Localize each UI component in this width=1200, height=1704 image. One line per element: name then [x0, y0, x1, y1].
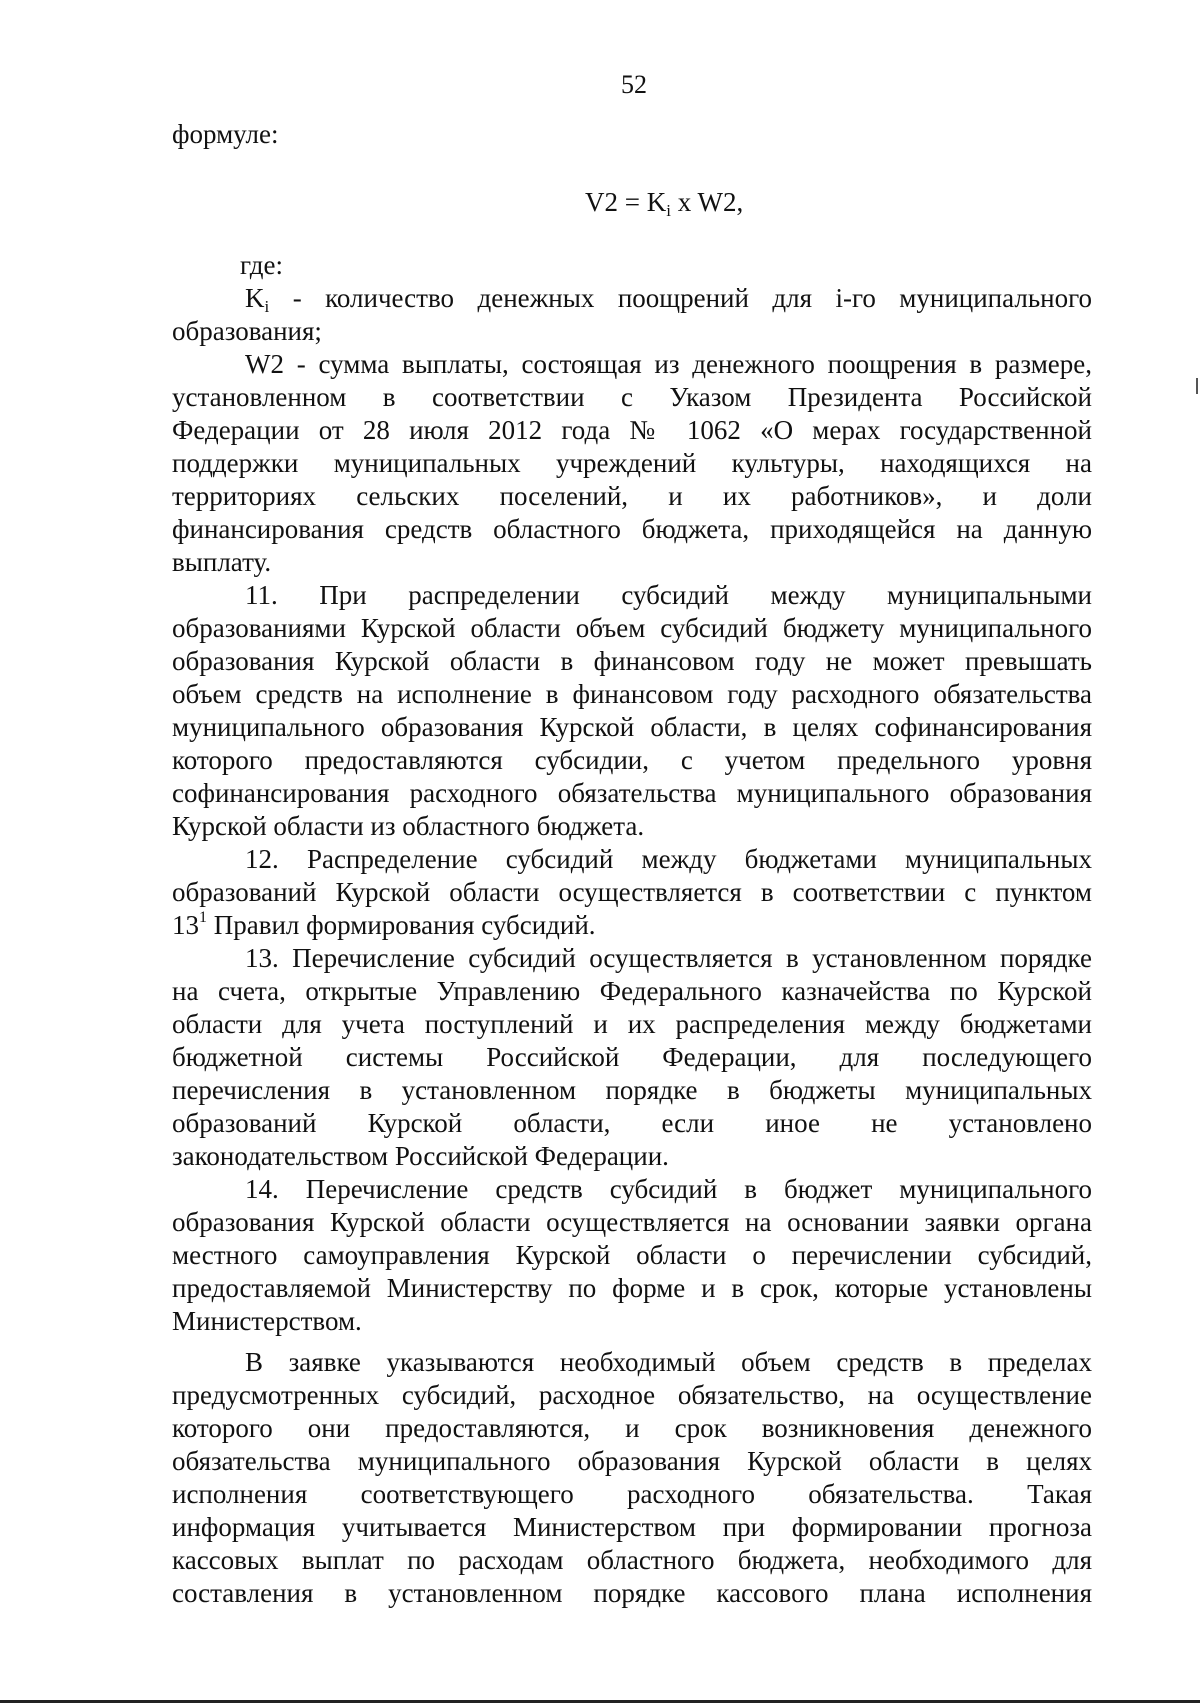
text-line: области для учета поступлений и их распределения между бюджетами — [172, 1009, 1092, 1039]
symbol-subscript: i — [264, 297, 270, 316]
text-line: образования; — [172, 316, 322, 346]
document-body — [172, 118, 1092, 1610]
definition-line — [172, 282, 1092, 315]
clause-superscript: 1 — [199, 909, 207, 926]
text-line: муниципального образования Курской области, в целях софинансирования — [172, 712, 1092, 742]
formula-text-rest: x W2, — [670, 187, 744, 217]
text-line: предусмотренных субсидий, расходное обязательство, на осуществление — [172, 1380, 1092, 1410]
scan-bottom-edge — [0, 1700, 1200, 1703]
text-line: информация учитывается Министерством при формировании прогноза — [172, 1512, 1092, 1542]
text-line: W2 - сумма выплаты, состоящая из денежного поощрения в размере, — [245, 349, 1092, 379]
text-line: софинансирования расходного обязательства муниципального образования — [172, 778, 1092, 808]
paragraph-12-start: 12. Распределение субсидий между бюджетами муниципальных — [245, 844, 1092, 874]
scan-edge-mark — [1196, 378, 1198, 394]
paragraph-gap — [172, 1338, 1092, 1346]
text-line: перечисления в установленном порядке в бюджеты муниципальных — [172, 1075, 1092, 1105]
paragraph-14-start: 14. Перечисление средств субсидий в бюджет муниципального — [245, 1174, 1092, 1204]
text-line: образований Курской области, если иное не установлено — [172, 1108, 1092, 1138]
symbol-k: K — [245, 283, 265, 313]
definition-text: - количество денежных поощрений для i-го муниципального — [269, 283, 1092, 313]
formula — [172, 186, 1092, 219]
text-line: исполнения соответствующего расходного обязательства. Такая — [172, 1479, 1092, 1509]
text-line: объем средств на исполнение в финансовом году расходного обязательства — [172, 679, 1092, 709]
text-line: кассовых выплат по расходам областного бюджета, необходимого для — [172, 1545, 1092, 1575]
clause-number: 13 — [172, 910, 199, 940]
text-line: образований Курской области осуществляется в соответствии с пунктом — [172, 877, 1092, 907]
text-line: образования Курской области в финансовом году не может превышать — [172, 646, 1092, 676]
text-line: составления в установленном порядке кассового плана исполнения — [172, 1578, 1092, 1608]
paragraph-13-start: 13. Перечисление субсидий осуществляется в установленном порядке — [245, 943, 1092, 973]
text-line: которого они предоставляются, и срок возникновения денежного — [172, 1413, 1092, 1443]
text-line: поддержки муниципальных учреждений культуры, находящихся на — [172, 448, 1092, 478]
text-line: предоставляемой Министерству по форме и в срок, которые установлены — [172, 1273, 1092, 1303]
text-line: законодательством Российской Федерации. — [172, 1141, 669, 1171]
text-line: финансирования средств областного бюджета, приходящейся на данную — [172, 514, 1092, 544]
text-line: образованиями Курской области объем субсидий бюджету муниципального — [172, 613, 1092, 643]
text-segment: Правил формирования субсидий. — [207, 910, 596, 940]
text-line: территориях сельских поселений, и их работников», и доли — [172, 481, 1092, 511]
text-line: Федерации от 28 июля 2012 года № 1062 «О мерах государственной — [172, 415, 1092, 445]
paragraph-11-start: 11. При распределении субсидий между муниципальными — [245, 580, 1092, 610]
text-line: на счета, открытые Управлению Федерального казначейства по Курской — [172, 976, 1092, 1006]
text-line: обязательства муниципального образования Курской области в целях — [172, 1446, 1092, 1476]
text-line: формуле: — [172, 119, 279, 149]
formula-text: V2 = K — [585, 187, 667, 217]
paragraph-application-start: В заявке указываются необходимый объем средств в пределах — [245, 1347, 1092, 1377]
text-line: образования Курской области осуществляется на основании заявки органа — [172, 1207, 1092, 1237]
text-line: Курской области из областного бюджета. — [172, 811, 645, 841]
text-line — [172, 909, 1092, 942]
text-line: которого предоставляются субсидии, с учетом предельного уровня — [172, 745, 1092, 775]
text-line: Министерством. — [172, 1306, 362, 1336]
text-line: бюджетной системы Российской Федерации, для последующего — [172, 1042, 1092, 1072]
page-number: 52 — [621, 70, 647, 99]
text-line: выплату. — [172, 547, 272, 577]
text-line: местного самоуправления Курской области о перечислении субсидий, — [172, 1240, 1092, 1270]
text-line: установленном в соответствии с Указом Президента Российской — [172, 382, 1092, 412]
text-line: где: — [240, 250, 283, 280]
formula-subscript: i — [666, 201, 671, 220]
